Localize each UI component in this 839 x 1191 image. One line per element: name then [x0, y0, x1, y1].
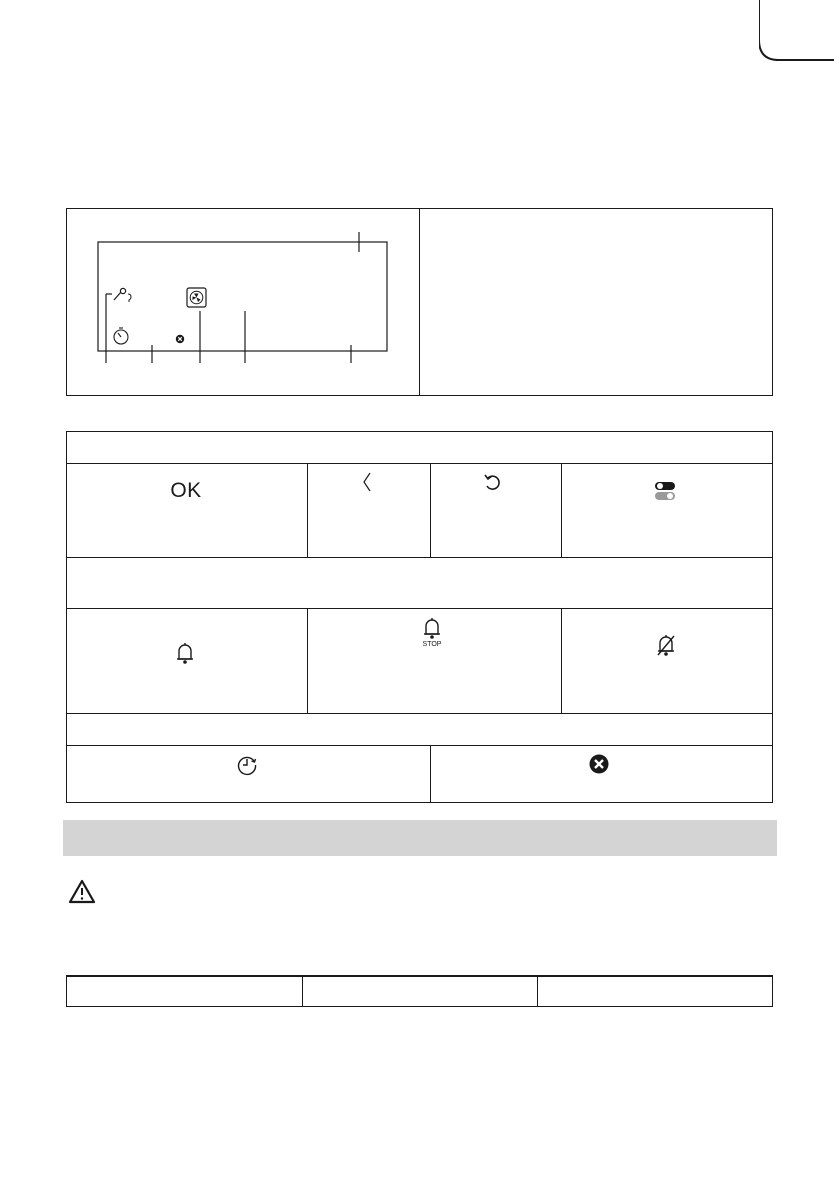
fan-heating-icon	[187, 288, 206, 307]
bell-stop-icon	[422, 617, 442, 639]
bottom-table-left	[66, 975, 67, 1007]
cancel-filled-icon	[589, 754, 609, 774]
stop-label-wrap	[414, 639, 450, 649]
crop-mark-icon	[759, 0, 834, 66]
display-frame	[98, 242, 387, 351]
crop-mark	[759, 0, 834, 66]
warning-triangle-icon	[68, 879, 96, 904]
display-diagram	[66, 208, 419, 396]
col-divider	[430, 463, 431, 557]
ok-key	[160, 478, 212, 504]
bottom-table-col-divider	[302, 975, 303, 1007]
back-chevron-icon	[362, 472, 372, 492]
row-divider-2	[66, 557, 773, 558]
timer-icon	[114, 328, 128, 344]
bottom-table-col-divider	[537, 975, 538, 1007]
toggle-switch-icon	[654, 480, 676, 502]
row-divider-1	[66, 463, 773, 464]
undo-icon	[483, 473, 503, 493]
bottom-table-right	[772, 975, 773, 1007]
col-divider	[561, 463, 562, 557]
col-divider	[430, 745, 431, 803]
bell-muted-icon	[655, 633, 677, 657]
row-divider-4	[66, 713, 773, 714]
section-heading-banner	[63, 820, 777, 856]
bottom-table-top-rule	[66, 975, 773, 977]
display-panel-divider	[419, 208, 420, 396]
row-divider-5	[66, 745, 773, 746]
clock-refresh-icon	[235, 753, 259, 777]
cancel-icon	[176, 335, 184, 343]
bell-icon	[175, 641, 195, 665]
col-divider	[307, 608, 308, 713]
bottom-table-bottom-rule	[66, 1006, 773, 1007]
col-divider	[561, 608, 562, 713]
row-divider-3	[66, 608, 773, 609]
meat-probe-icon	[114, 288, 131, 302]
ok-label: OK	[170, 479, 202, 502]
col-divider	[307, 463, 308, 557]
stop-label: STOP	[422, 640, 442, 648]
